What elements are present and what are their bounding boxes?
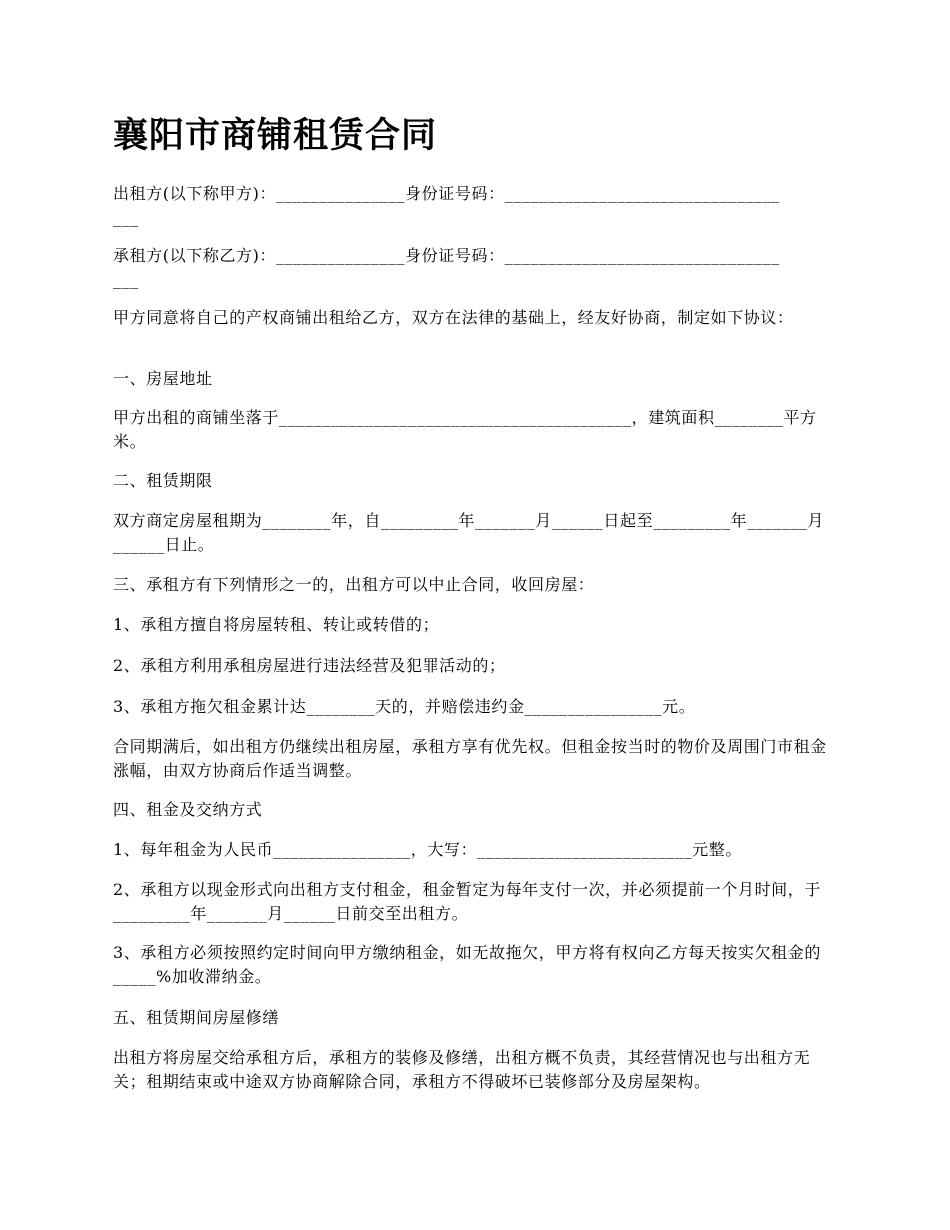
intro-paragraph: 甲方同意将自己的产权商铺出租给乙方，双方在法律的基础上，经友好协商，制定如下协议： xyxy=(113,308,794,327)
repair-paragraph: 出租方将房屋交给承租方后，承租方的装修及修缮，出租方概不负责，其经营情况也与出租方无关；租期结束或中途双方协商解除合同，承租方不得破坏已装修部分及房屋架构。 xyxy=(113,1048,811,1091)
term-paragraph: 双方商定房屋租期为________年，自_________年_______月______日起至_________年_______月______日止。 xyxy=(113,511,825,554)
section-heading-repair: 五、租赁期间房屋修缮 xyxy=(113,1008,280,1027)
rent-item-2: 2、承租方以现金形式向出租方支付租金，租金暂定为每年支付一次，并必须提前一个月时间，于_________年_______月______日前交至出租方。 xyxy=(113,880,821,923)
termination-item-1: 1、承租方擅自将房屋转租、转让或转借的； xyxy=(113,615,440,634)
section-heading-termination: 三、承租方有下列情形之一的，出租方可以中止合同，收回房屋： xyxy=(113,575,595,594)
section-heading-term: 二、租赁期限 xyxy=(113,471,213,490)
address-paragraph: 甲方出租的商铺坐落于_________________________________________，建筑面积________平方米。 xyxy=(113,408,817,451)
section-heading-rent: 四、租金及交纳方式 xyxy=(113,800,263,819)
termination-item-3: 3、承租方拖欠租金累计达________天的，并赔偿违约金________________元。 xyxy=(113,697,696,716)
lessor-line: 出租方(以下称甲方)：_______________身份证号码：________________________________ ___ xyxy=(113,184,780,227)
termination-item-2: 2、承租方利用承租房屋进行违法经营及犯罪活动的； xyxy=(113,656,506,675)
lessee-line: 承租方(以下称乙方)：_______________身份证号码：________________________________ ___ xyxy=(113,246,780,289)
section-heading-address: 一、房屋地址 xyxy=(113,369,213,388)
rent-item-3: 3、承租方必须按照约定时间向甲方缴纳租金，如无故拖欠，甲方将有权向乙方每天按实欠租金的_____%加收滞纳金。 xyxy=(113,943,821,986)
document-title: 襄阳市商铺租赁合同 xyxy=(113,116,438,156)
rent-item-1: 1、每年租金为人民币________________，大写：_________________________元整。 xyxy=(113,840,742,859)
renewal-paragraph: 合同期满后，如出租方仍继续出租房屋，承租方享有优先权。但租金按当时的物价及周围门市租金涨幅，由双方协商后作适当调整。 xyxy=(113,737,827,780)
